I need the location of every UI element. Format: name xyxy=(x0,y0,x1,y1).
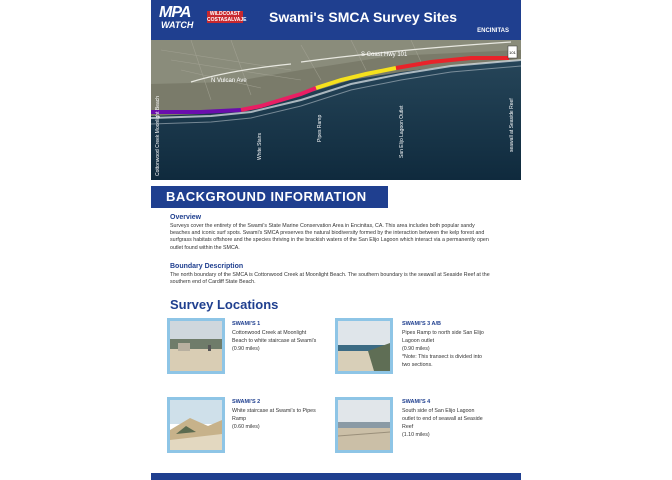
mpa-watch-logo: MPA WATCH xyxy=(159,4,194,30)
site-title-swamis-3ab: SWAMI'S 3 A/B xyxy=(402,321,441,327)
survey-locations-heading: Survey Locations xyxy=(170,297,279,312)
site-title-swamis-4: SWAMI'S 4 xyxy=(402,399,431,405)
boundary-heading: Boundary Description xyxy=(170,263,244,270)
overview-heading: Overview xyxy=(170,214,202,221)
map-label-seawall: seawall at Seaside Reef xyxy=(509,98,515,152)
header-banner xyxy=(151,0,521,40)
street-label-vulcan: N Vulcan Ave xyxy=(211,78,247,84)
street-label-coast-hwy: S Coast Hwy 101 xyxy=(361,52,408,58)
map-label-san-elijo: San Elijo Lagoon Outlet xyxy=(399,105,405,158)
section-heading-background: BACKGROUND INFORMATION xyxy=(151,186,388,208)
site-photo-swamis-4 xyxy=(335,397,393,453)
survey-map xyxy=(151,40,521,180)
site-desc-swamis-4: South side of San Elijo Lagoon outlet to end of seawall at Seaside Reef (1.10 miles) xyxy=(402,408,483,438)
site-desc-swamis-3ab: Pipes Ramp to north side San Elijo Lagoon outlet (0.90 miles) *Note: This transect is divided into two sections. xyxy=(402,330,484,368)
map-label-pipes-ramp: Pipes Ramp xyxy=(317,114,323,142)
footer-bar xyxy=(151,473,521,480)
map-image xyxy=(151,40,521,180)
overview-text: Surveys cover the entirety of the Swami's State Marine Conservation Area in Encinitas, CA. This area includes both popular sandy beaches and iconic surf spots. Swami's SMCA preserves the natural biodiversity formed by the interaction between the kelp forest and surfgrass habitats offshore and the species thriving in the brackish waters of the San Elijo Lagoon which interact via a permanently open outlet found within the SMCA. xyxy=(170,223,489,251)
survey-sites-page xyxy=(151,0,521,480)
map-label-white-stairs: White Stairs xyxy=(257,133,263,160)
page-subtitle: ENCINITAS xyxy=(477,28,509,34)
highway-shield: 101 xyxy=(509,50,516,55)
site-photo-swamis-3ab xyxy=(335,318,393,374)
site-title-swamis-1: SWAMI'S 1 xyxy=(232,321,261,327)
boundary-text: The north boundary of the SMCA is Cottonwood Creek at Moonlight Beach. The southern boundary is the seawall at Seaside Reef at the southern end of Cardiff State Beach. xyxy=(170,272,490,286)
map-label-cottonwood: Cottonwood Creek Moonlight Beach xyxy=(155,95,161,176)
site-desc-swamis-1: Cottonwood Creek at Moonlight Beach to white staircase at Swami's (0.90 miles) xyxy=(232,330,317,352)
site-title-swamis-2: SWAMI'S 2 xyxy=(232,399,261,405)
site-photo-swamis-2 xyxy=(167,397,225,453)
wildcoast-logo: WILDCOAST COSTASALVAJE xyxy=(207,11,247,23)
site-photo-swamis-1 xyxy=(167,318,225,374)
site-desc-swamis-2: White staircase at Swami's to Pipes Ramp (0.60 miles) xyxy=(232,408,316,430)
page-title: Swami's SMCA Survey Sites xyxy=(269,9,457,25)
